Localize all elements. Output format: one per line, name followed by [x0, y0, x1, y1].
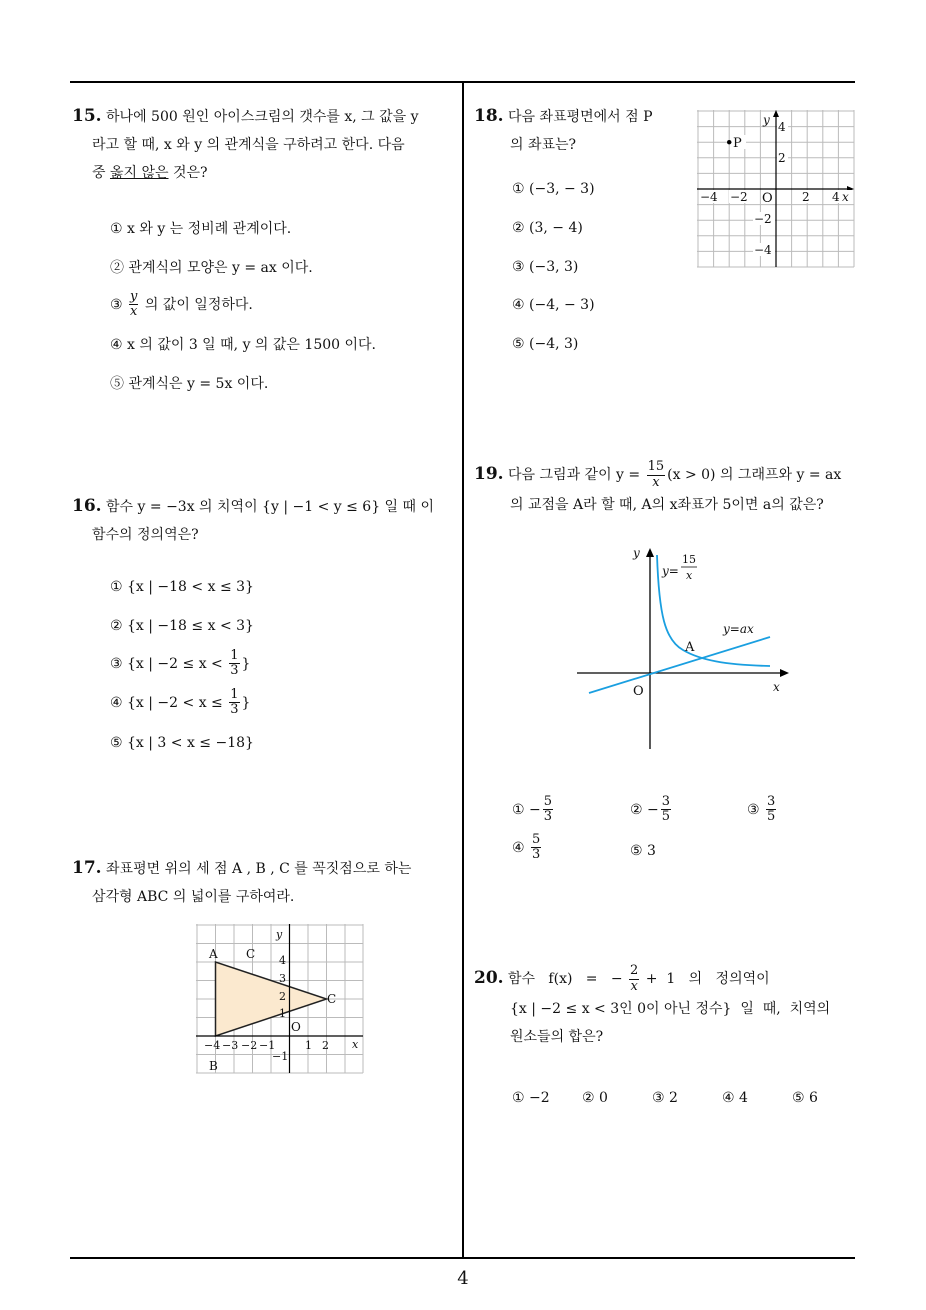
- option-4[interactable]: ④ (−4, − 3): [512, 297, 595, 313]
- numerator: 3: [661, 794, 671, 809]
- question-18: [474, 100, 694, 161]
- option-4[interactable]: [110, 688, 250, 718]
- option-text: ① −: [512, 801, 541, 818]
- vertex-label-c: C: [327, 992, 337, 1006]
- option-5[interactable]: ⑤ 3: [630, 843, 656, 859]
- denominator: 5: [661, 809, 671, 825]
- y-tick: 1: [279, 1007, 286, 1020]
- question-text: {x | −2 ≤ x < 3인 0이 아닌 정수} 일 때, 치역의: [510, 1001, 831, 1017]
- option-2[interactable]: [630, 795, 673, 825]
- numerator: 15: [647, 459, 665, 475]
- numerator: 1: [230, 648, 239, 663]
- x-tick: 2: [322, 1039, 329, 1052]
- y-axis-label: y: [276, 928, 283, 941]
- question-text: 라고 할 때, x 와 y 의 관계식을 구하려고 한다. 다음: [92, 137, 405, 153]
- vertex-label-a: A: [209, 947, 218, 961]
- numerator: 1: [230, 687, 239, 702]
- x-tick: 1: [305, 1039, 312, 1052]
- question-15: [72, 100, 457, 189]
- q18-coordinate-graph: [697, 110, 855, 268]
- fraction: [229, 649, 239, 679]
- option-text: ④ {x | −2 < x ≤: [110, 694, 223, 711]
- option-2[interactable]: ② (3, − 4): [512, 220, 583, 236]
- q17-coordinate-graph: [196, 924, 364, 1074]
- option-3[interactable]: [747, 795, 778, 825]
- q19-function-graph: [575, 545, 795, 750]
- denominator: x: [652, 474, 660, 490]
- question-text: 함수 y = −3x 의 치역이 {y | −1 < y ≤ 6} 일 때 이: [106, 499, 435, 515]
- question-17: [72, 852, 457, 913]
- fraction: [629, 964, 639, 994]
- line-label: y=ax: [723, 622, 754, 636]
- point-p-label: P: [733, 136, 742, 151]
- curve-label-denominator: x: [686, 569, 693, 582]
- x-tick: 2: [802, 190, 810, 204]
- question-number: 15.: [72, 106, 102, 126]
- question-19: [474, 458, 864, 521]
- question-text: 함수의 정의역은?: [92, 527, 199, 543]
- y-axis-arrow: [646, 548, 654, 557]
- x-tick: 4: [832, 190, 840, 204]
- x-axis-label: x: [773, 680, 780, 694]
- option-3[interactable]: [110, 649, 250, 679]
- x-axis-label: x: [842, 190, 849, 204]
- fraction: [531, 833, 541, 863]
- question-text: + 1 의 정의역이: [645, 971, 770, 987]
- option-3[interactable]: ③ (−3, 3): [512, 259, 579, 275]
- curve-label-numerator: 15: [682, 553, 696, 566]
- page-number: 4: [457, 1268, 469, 1289]
- question-text: 다음 좌표평면에서 점 P: [508, 109, 653, 125]
- x-tick: −2: [730, 190, 748, 204]
- denominator: 3: [230, 702, 239, 718]
- numerator: 5: [543, 794, 553, 809]
- question-number: 16.: [72, 496, 102, 516]
- option-1[interactable]: ① x 와 y 는 정비례 관계이다.: [110, 221, 292, 237]
- x-axis-label: x: [352, 1038, 359, 1051]
- option-text: ② −: [630, 801, 659, 818]
- question-number: 19.: [474, 464, 504, 484]
- fraction: [229, 688, 239, 718]
- fraction: [543, 795, 553, 825]
- question-text: 다음 그림과 같이 y =: [508, 467, 641, 483]
- y-tick: 2: [279, 990, 286, 1003]
- numerator: 2: [630, 963, 639, 979]
- denominator: 3: [230, 663, 239, 679]
- y-tick: 3: [279, 972, 286, 985]
- y-axis-label: y: [763, 113, 770, 127]
- question-text: 것은?: [168, 165, 208, 181]
- denominator: 5: [767, 809, 776, 825]
- question-text: 삼각형 ABC 의 넓이를 구하여라.: [92, 889, 295, 905]
- y-tick: −4: [754, 243, 772, 257]
- x-tick: −4: [204, 1039, 221, 1052]
- option-5[interactable]: ⑤ 관계식은 y = 5x 이다.: [110, 376, 269, 392]
- x-tick: −3: [222, 1039, 239, 1052]
- y-tick: 4: [778, 120, 786, 134]
- column-divider: [462, 83, 464, 1259]
- option-5[interactable]: ⑤ {x | 3 < x ≤ −18}: [110, 735, 254, 751]
- bottom-rule: [70, 1257, 855, 1259]
- question-text: 중: [92, 165, 110, 181]
- x-tick: −2: [241, 1039, 258, 1052]
- x-tick: −4: [700, 190, 718, 204]
- option-1[interactable]: ① −2: [512, 1090, 550, 1106]
- option-2[interactable]: ② 관계식의 모양은 y = ax 이다.: [110, 260, 313, 276]
- intersection-label-a: A: [685, 640, 695, 655]
- option-3[interactable]: ③ 2: [652, 1090, 678, 1106]
- numerator: 5: [532, 832, 541, 847]
- y-tick: 4: [279, 954, 286, 967]
- question-16: [72, 490, 457, 551]
- underlined-emphasis: 옳지 않은: [109, 165, 169, 181]
- point-label-c: C: [246, 947, 256, 961]
- option-text: 의 값이 일정하다.: [144, 296, 253, 313]
- origin-label: O: [633, 684, 644, 699]
- y-tick: −2: [754, 212, 772, 226]
- numerator: 3: [767, 794, 776, 809]
- question-text: 원소들의 합은?: [510, 1029, 604, 1045]
- point-p: [727, 140, 731, 144]
- question-text: (x > 0) 의 그래프와 y = ax: [667, 467, 842, 483]
- x-tick: −1: [259, 1039, 276, 1052]
- option-text: }: [241, 655, 251, 672]
- option-1[interactable]: ① (−3, − 3): [512, 181, 595, 197]
- numerator: y: [130, 289, 138, 304]
- origin-label: O: [291, 1020, 301, 1034]
- question-text: 의 교점을 A라 할 때, A의 x좌표가 5이면 a의 값은?: [510, 497, 824, 513]
- option-4[interactable]: ④ x 의 값이 3 일 때, y 의 값은 1500 이다.: [110, 337, 376, 353]
- option-text: ③: [747, 801, 760, 818]
- denominator: x: [130, 304, 138, 320]
- denominator: x: [630, 978, 638, 994]
- y-tick: 2: [778, 151, 786, 165]
- option-5[interactable]: ⑤ (−4, 3): [512, 336, 579, 352]
- vertex-label-b: B: [209, 1059, 218, 1073]
- option-text: }: [241, 694, 251, 711]
- y-tick: −1: [272, 1050, 289, 1063]
- origin-label: O: [762, 191, 773, 206]
- option-text: ③ {x | −2 ≤ x <: [110, 655, 223, 672]
- fraction: [129, 290, 138, 320]
- option-2[interactable]: ② {x | −18 ≤ x < 3}: [110, 618, 254, 634]
- fraction: [661, 795, 671, 825]
- option-4[interactable]: ④ 4: [722, 1090, 748, 1106]
- curve-label: y=: [662, 564, 679, 578]
- fraction: [647, 460, 666, 490]
- denominator: 3: [543, 809, 553, 825]
- question-number: 17.: [72, 858, 102, 878]
- option-1[interactable]: ① {x | −18 < x ≤ 3}: [110, 579, 254, 595]
- question-text: 하나에 500 원인 아이스크림의 갯수를 x, 그 값을 y: [106, 109, 419, 125]
- question-text: 함수 f(x) = −: [508, 971, 623, 987]
- question-text: 좌표평면 위의 세 점 A , B , C 를 꼭짓점으로 하는: [106, 861, 412, 877]
- option-3[interactable]: [110, 290, 253, 320]
- question-20: [474, 962, 864, 1053]
- x-axis-arrow: [780, 669, 789, 677]
- question-text: 의 좌표는?: [510, 137, 577, 153]
- denominator: 3: [532, 847, 541, 863]
- question-number: 20.: [474, 968, 504, 988]
- option-5[interactable]: ⑤ 6: [792, 1090, 818, 1106]
- option-1[interactable]: [512, 795, 555, 825]
- option-4[interactable]: [512, 833, 543, 863]
- option-text: ④: [512, 839, 525, 856]
- fraction: [766, 795, 776, 825]
- y-axis-label: y: [633, 546, 640, 560]
- question-number: 18.: [474, 106, 504, 126]
- option-marker: ③: [110, 296, 123, 313]
- option-2[interactable]: ② 0: [582, 1090, 608, 1106]
